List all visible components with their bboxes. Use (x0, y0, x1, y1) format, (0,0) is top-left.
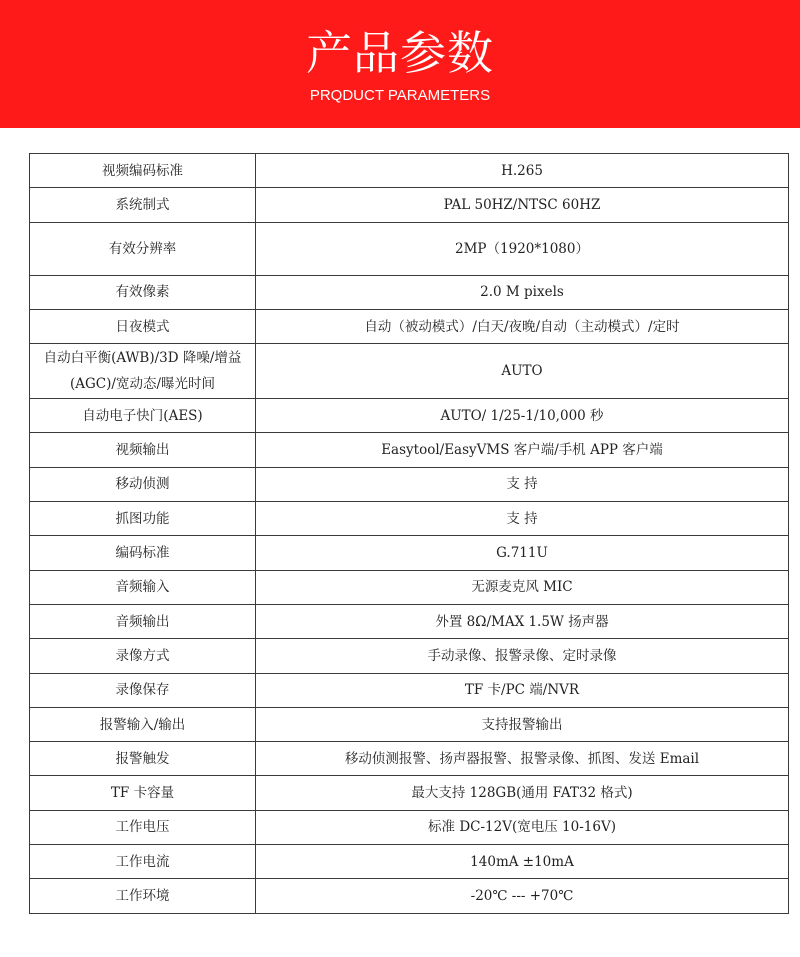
table-row (30, 188, 789, 222)
spec-value: 140mA ±10mA (256, 845, 789, 879)
table-row (30, 154, 789, 188)
table-row (30, 879, 789, 913)
spec-key: 视频输出 (30, 433, 256, 467)
spec-key: TF 卡容量 (30, 776, 256, 810)
spec-key: 录像保存 (30, 673, 256, 707)
spec-value: TF 卡/PC 端/NVR (256, 673, 789, 707)
spec-value: 支持报警输出 (256, 707, 789, 741)
spec-key: 编码标准 (30, 536, 256, 570)
spec-value: 支 持 (256, 467, 789, 501)
spec-value: 自动（被动模式）/白天/夜晚/自动（主动模式）/定时 (256, 309, 789, 343)
spec-key: 日夜模式 (30, 309, 256, 343)
page-title: 产品参数 (306, 26, 494, 80)
spec-value: 2MP（1920*1080） (256, 222, 789, 275)
spec-value: 手动录像、报警录像、定时录像 (256, 639, 789, 673)
table-row (30, 570, 789, 604)
table-row (30, 309, 789, 343)
table-row (30, 742, 789, 776)
spec-key: 报警触发 (30, 742, 256, 776)
table-row (30, 399, 789, 433)
spec-value: 无源麦克风 MIC (256, 570, 789, 604)
table-row (30, 275, 789, 309)
table-row (30, 776, 789, 810)
spec-key: 工作环境 (30, 879, 256, 913)
table-row (30, 673, 789, 707)
spec-key: 移动侦测 (30, 467, 256, 501)
table-row (30, 845, 789, 879)
spec-key: 系统制式 (30, 188, 256, 222)
spec-key: 有效像素 (30, 275, 256, 309)
table-row (30, 707, 789, 741)
table-row (30, 604, 789, 638)
table-row (30, 810, 789, 844)
spec-key: 有效分辨率 (30, 222, 256, 275)
spec-key: 工作电压 (30, 810, 256, 844)
spec-key: 工作电流 (30, 845, 256, 879)
spec-value: 移动侦测报警、扬声器报警、报警录像、抓图、发送 Email (256, 742, 789, 776)
table-row (30, 536, 789, 570)
spec-key: 音频输入 (30, 570, 256, 604)
spec-key: 自动电子快门(AES) (30, 399, 256, 433)
table-row (30, 344, 789, 399)
spec-value: AUTO/ 1/25-1/10,000 秒 (256, 399, 789, 433)
spec-key: 自动白平衡(AWB)/3D 降噪/增益(AGC)/宽动态/曝光时间 (30, 344, 256, 399)
spec-table (29, 153, 789, 914)
page-subtitle: PRQDUCT PARAMETERS (309, 87, 491, 104)
table-row (30, 467, 789, 501)
table-row (30, 639, 789, 673)
spec-value: -20℃ --- +70℃ (256, 879, 789, 913)
spec-value: G.711U (256, 536, 789, 570)
spec-value: AUTO (256, 344, 789, 399)
spec-value: 支 持 (256, 502, 789, 536)
spec-value: 2.0 M pixels (256, 275, 789, 309)
spec-key: 视频编码标准 (30, 154, 256, 188)
spec-value: H.265 (256, 154, 789, 188)
spec-key: 抓图功能 (30, 502, 256, 536)
spec-key: 音频输出 (30, 604, 256, 638)
spec-value: 外置 8Ω/MAX 1.5W 扬声器 (256, 604, 789, 638)
header-banner (0, 0, 800, 128)
table-row (30, 433, 789, 467)
spec-value: PAL 50HZ/NTSC 60HZ (256, 188, 789, 222)
spec-key: 录像方式 (30, 639, 256, 673)
table-row (30, 222, 789, 275)
spec-key: 报警输入/输出 (30, 707, 256, 741)
spec-value: 标准 DC-12V(宽电压 10-16V) (256, 810, 789, 844)
spec-value: 最大支持 128GB(通用 FAT32 格式) (256, 776, 789, 810)
spec-value: Easytool/EasyVMS 客户端/手机 APP 客户端 (256, 433, 789, 467)
table-row (30, 502, 789, 536)
